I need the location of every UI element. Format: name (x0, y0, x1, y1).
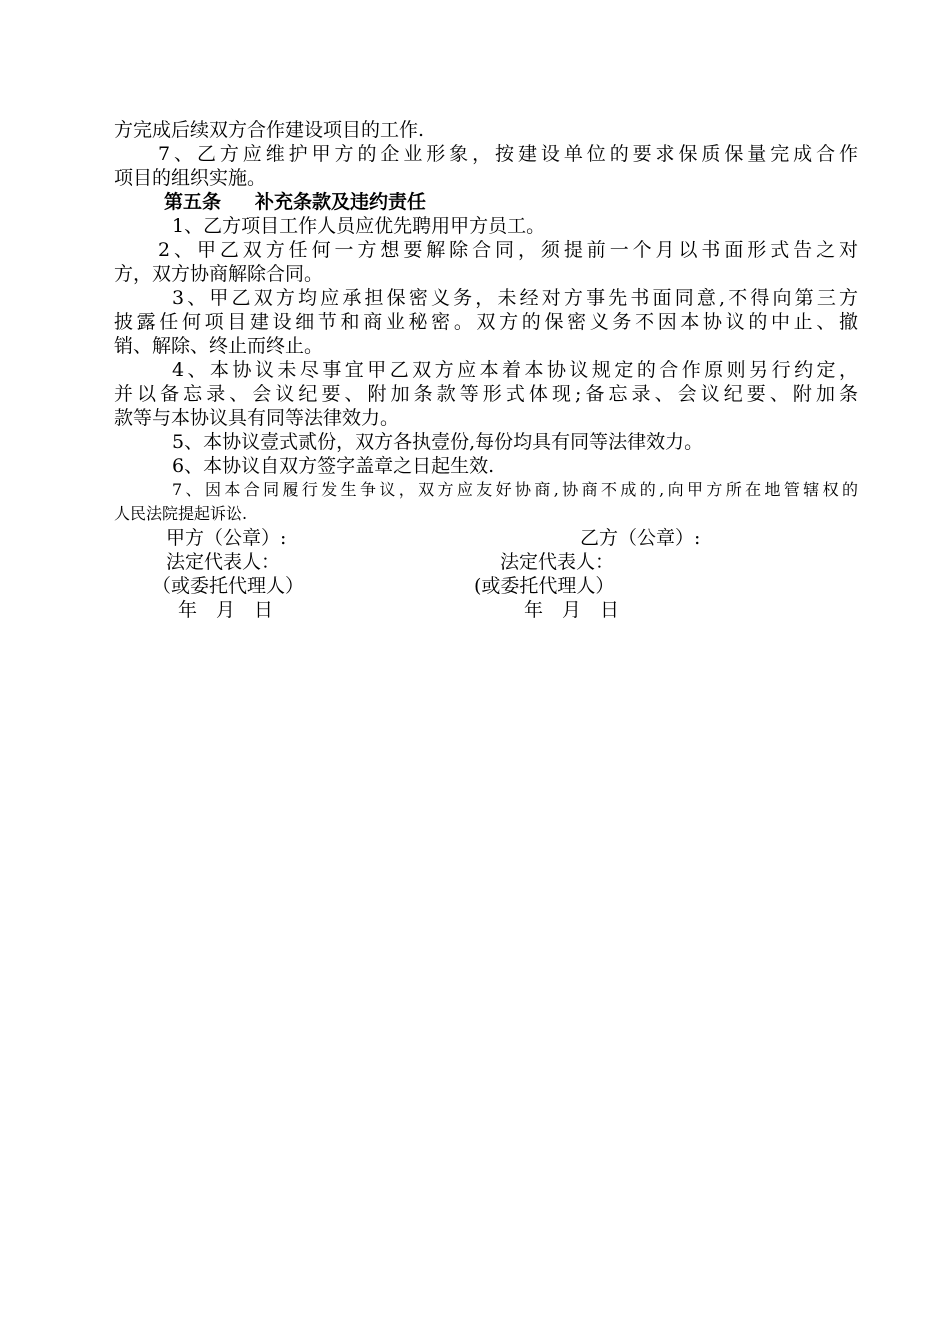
signature-row-agent (114, 574, 858, 598)
clause-5: 5、本协议壹式贰份，双方各执壹份,每份均具有同等法律效力。 (172, 431, 704, 453)
clause-2-line-1: 2、甲乙双方任何一方想要解除合同，须提前一个月以书面形式告之对 (158, 239, 858, 261)
clause-3-line-2: 披露任何项目建设细节和商业秘密。双方的保密义务不因本协议的中止、撤 (114, 311, 858, 333)
clause-6: 6、本协议自双方签字盖章之日起生效. (172, 455, 495, 477)
signature-row-date (114, 598, 858, 622)
clause-4-line-1: 4、本协议未尽事宜甲乙双方应本着本协议规定的合作原则另行约定， (172, 359, 858, 381)
clause-2-line-2: 方，双方协商解除合同。 (114, 263, 324, 285)
party-b-representative: 法定代表人： (500, 551, 615, 573)
clause-7-line-2: 项目的组织实施。 (114, 167, 267, 189)
clause-3-line-1: 3、甲乙双方均应承担保密义务，未经对方事先书面同意,不得向第三方 (172, 287, 858, 309)
party-b-date: 年 月 日 (524, 599, 620, 621)
party-a-agent: （或委托代理人） (152, 575, 305, 597)
paragraph-line: 方完成后续双方合作建设项目的工作. (114, 119, 425, 141)
signature-row-seal (114, 526, 858, 550)
party-a-representative: 法定代表人： (166, 551, 281, 573)
party-a-seal: 甲方（公章）: (166, 527, 287, 549)
clause-4-line-2: 并以备忘录、会议纪要、附加条款等形式体现;备忘录、会议纪要、附加条 (114, 383, 858, 405)
clause-4-line-3: 款等与本协议具有同等法律效力。 (114, 407, 400, 429)
contract-text (114, 118, 858, 622)
signature-row-representative (114, 550, 858, 574)
section-number: 第五条 (164, 191, 222, 213)
clause-1: 1、乙方项目工作人员应优先聘用甲方员工。 (172, 215, 546, 237)
party-a-date: 年 月 日 (178, 599, 274, 621)
section-title: 补充条款及违约责任 (255, 191, 427, 213)
party-b-agent: (或委托代理人） (474, 575, 615, 597)
clause-7-dispute-line-1: 7、因本合同履行发生争议，双方应友好协商,协商不成的,向甲方所在地管辖权的 (172, 480, 858, 499)
party-b-seal: 乙方（公章）: (580, 527, 701, 549)
section-heading (114, 190, 858, 214)
clause-7-line-1: 7、乙方应维护甲方的企业形象，按建设单位的要求保质保量完成合作 (158, 143, 858, 165)
clause-3-line-3: 销、解除、终止而终止。 (114, 335, 324, 357)
clause-7-dispute-line-2: 人民法院提起诉讼. (114, 504, 248, 523)
